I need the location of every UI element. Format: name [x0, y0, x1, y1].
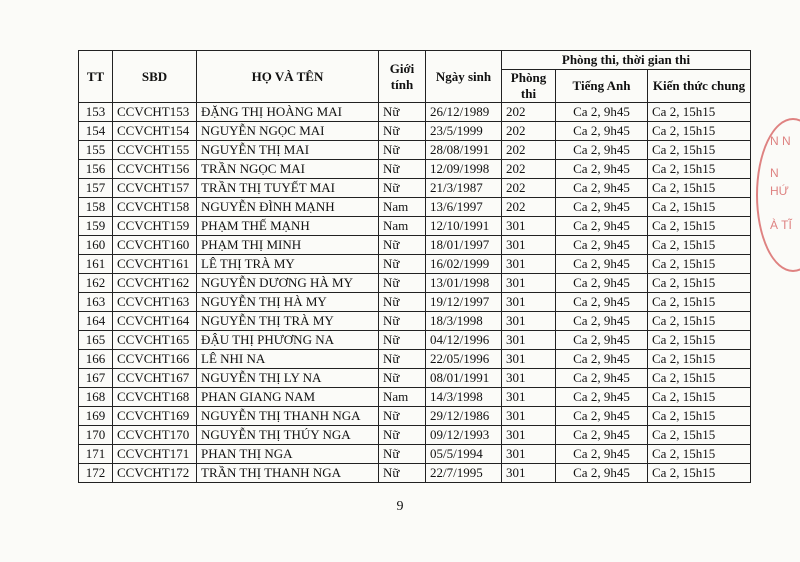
cell-sbd: CCVCHT163 [113, 293, 197, 312]
cell-english-session: Ca 2, 9h45 [556, 160, 648, 179]
cell-sbd: CCVCHT156 [113, 160, 197, 179]
cell-gender: Nữ [379, 331, 426, 350]
cell-english-session: Ca 2, 9h45 [556, 445, 648, 464]
col-header-gioi-tinh: Giới tính [379, 51, 426, 103]
cell-tt: 157 [79, 179, 113, 198]
cell-gender: Nữ [379, 274, 426, 293]
cell-tt: 153 [79, 103, 113, 122]
cell-room: 202 [502, 141, 556, 160]
cell-english-session: Ca 2, 9h45 [556, 331, 648, 350]
cell-dob: 14/3/1998 [426, 388, 502, 407]
cell-english-session: Ca 2, 9h45 [556, 388, 648, 407]
cell-sbd: CCVCHT165 [113, 331, 197, 350]
cell-sbd: CCVCHT169 [113, 407, 197, 426]
cell-room: 301 [502, 217, 556, 236]
cell-room: 301 [502, 426, 556, 445]
cell-dob: 13/01/1998 [426, 274, 502, 293]
cell-tt: 159 [79, 217, 113, 236]
cell-name: ĐẶNG THỊ HOÀNG MAI [197, 103, 379, 122]
cell-dob: 28/08/1991 [426, 141, 502, 160]
cell-room: 301 [502, 274, 556, 293]
cell-room: 301 [502, 369, 556, 388]
cell-tt: 162 [79, 274, 113, 293]
cell-dob: 12/10/1991 [426, 217, 502, 236]
cell-general-session: Ca 2, 15h15 [648, 350, 751, 369]
cell-name: NGUYỄN THỊ HÀ MY [197, 293, 379, 312]
cell-tt: 165 [79, 331, 113, 350]
cell-sbd: CCVCHT159 [113, 217, 197, 236]
stamp-text: HỨ [770, 184, 789, 198]
cell-dob: 19/12/1997 [426, 293, 502, 312]
cell-sbd: CCVCHT162 [113, 274, 197, 293]
cell-english-session: Ca 2, 9h45 [556, 236, 648, 255]
cell-room: 202 [502, 103, 556, 122]
table-row [79, 388, 751, 407]
red-seal-stamp [756, 118, 800, 272]
stamp-text: N [770, 166, 779, 180]
table-row [79, 369, 751, 388]
cell-sbd: CCVCHT167 [113, 369, 197, 388]
cell-sbd: CCVCHT164 [113, 312, 197, 331]
table-row [79, 464, 751, 483]
cell-tt: 169 [79, 407, 113, 426]
col-header-ho-va-ten: HỌ VÀ TÊN [197, 51, 379, 103]
cell-name: LÊ NHI NA [197, 350, 379, 369]
cell-name: PHẠM THẾ MẠNH [197, 217, 379, 236]
table-row [79, 122, 751, 141]
table-header [79, 51, 751, 103]
cell-dob: 08/01/1991 [426, 369, 502, 388]
cell-name: ĐẬU THỊ PHƯƠNG NA [197, 331, 379, 350]
cell-gender: Nữ [379, 160, 426, 179]
cell-gender: Nữ [379, 350, 426, 369]
cell-dob: 18/01/1997 [426, 236, 502, 255]
cell-tt: 166 [79, 350, 113, 369]
cell-gender: Nam [379, 388, 426, 407]
table-row [79, 160, 751, 179]
cell-name: NGUYỄN THỊ TRÀ MY [197, 312, 379, 331]
cell-sbd: CCVCHT160 [113, 236, 197, 255]
cell-name: NGUYỄN DƯƠNG HÀ MY [197, 274, 379, 293]
cell-name: NGUYỄN THỊ LY NA [197, 369, 379, 388]
col-header-sbd: SBD [113, 51, 197, 103]
cell-room: 301 [502, 350, 556, 369]
cell-name: NGUYỄN NGỌC MAI [197, 122, 379, 141]
cell-english-session: Ca 2, 9h45 [556, 255, 648, 274]
cell-tt: 171 [79, 445, 113, 464]
cell-general-session: Ca 2, 15h15 [648, 445, 751, 464]
cell-sbd: CCVCHT171 [113, 445, 197, 464]
table-row [79, 236, 751, 255]
cell-sbd: CCVCHT172 [113, 464, 197, 483]
cell-english-session: Ca 2, 9h45 [556, 141, 648, 160]
cell-room: 202 [502, 122, 556, 141]
cell-english-session: Ca 2, 9h45 [556, 274, 648, 293]
cell-room: 301 [502, 293, 556, 312]
cell-general-session: Ca 2, 15h15 [648, 312, 751, 331]
cell-tt: 167 [79, 369, 113, 388]
cell-dob: 29/12/1986 [426, 407, 502, 426]
cell-general-session: Ca 2, 15h15 [648, 369, 751, 388]
cell-tt: 160 [79, 236, 113, 255]
cell-name: PHAN THỊ NGA [197, 445, 379, 464]
table-row [79, 141, 751, 160]
table-row [79, 274, 751, 293]
cell-gender: Nữ [379, 293, 426, 312]
cell-room: 301 [502, 407, 556, 426]
table-row [79, 312, 751, 331]
cell-tt: 172 [79, 464, 113, 483]
stamp-text: N N [770, 134, 791, 148]
cell-general-session: Ca 2, 15h15 [648, 331, 751, 350]
cell-dob: 18/3/1998 [426, 312, 502, 331]
cell-room: 301 [502, 236, 556, 255]
cell-dob: 22/7/1995 [426, 464, 502, 483]
cell-general-session: Ca 2, 15h15 [648, 141, 751, 160]
cell-name: NGUYỄN THỊ MAI [197, 141, 379, 160]
table-row [79, 445, 751, 464]
cell-dob: 12/09/1998 [426, 160, 502, 179]
cell-sbd: CCVCHT153 [113, 103, 197, 122]
cell-general-session: Ca 2, 15h15 [648, 179, 751, 198]
cell-gender: Nữ [379, 426, 426, 445]
cell-general-session: Ca 2, 15h15 [648, 103, 751, 122]
cell-gender: Nữ [379, 464, 426, 483]
cell-name: NGUYỄN ĐÌNH MẠNH [197, 198, 379, 217]
candidate-table [78, 50, 751, 483]
cell-english-session: Ca 2, 9h45 [556, 350, 648, 369]
cell-general-session: Ca 2, 15h15 [648, 426, 751, 445]
cell-english-session: Ca 2, 9h45 [556, 464, 648, 483]
cell-english-session: Ca 2, 9h45 [556, 122, 648, 141]
cell-tt: 164 [79, 312, 113, 331]
candidate-list-sheet [78, 50, 750, 483]
cell-general-session: Ca 2, 15h15 [648, 198, 751, 217]
table-row [79, 179, 751, 198]
cell-room: 301 [502, 331, 556, 350]
cell-tt: 170 [79, 426, 113, 445]
cell-name: NGUYỄN THỊ THANH NGA [197, 407, 379, 426]
cell-dob: 21/3/1987 [426, 179, 502, 198]
cell-english-session: Ca 2, 9h45 [556, 312, 648, 331]
cell-room: 301 [502, 255, 556, 274]
cell-dob: 16/02/1999 [426, 255, 502, 274]
cell-name: PHAN GIANG NAM [197, 388, 379, 407]
col-header-tieng-anh: Tiếng Anh [556, 70, 648, 103]
table-row [79, 293, 751, 312]
cell-room: 202 [502, 198, 556, 217]
cell-gender: Nữ [379, 312, 426, 331]
table-row [79, 426, 751, 445]
cell-gender: Nữ [379, 141, 426, 160]
cell-name: LÊ THỊ TRÀ MY [197, 255, 379, 274]
cell-room: 301 [502, 464, 556, 483]
col-header-phong-thi-thoi-gian-thi: Phòng thi, thời gian thi [502, 51, 751, 70]
cell-dob: 09/12/1993 [426, 426, 502, 445]
cell-sbd: CCVCHT155 [113, 141, 197, 160]
cell-gender: Nữ [379, 369, 426, 388]
cell-general-session: Ca 2, 15h15 [648, 236, 751, 255]
cell-room: 301 [502, 445, 556, 464]
col-header-ngay-sinh: Ngày sinh [426, 51, 502, 103]
cell-tt: 158 [79, 198, 113, 217]
table-row [79, 350, 751, 369]
cell-general-session: Ca 2, 15h15 [648, 464, 751, 483]
cell-sbd: CCVCHT168 [113, 388, 197, 407]
cell-gender: Nữ [379, 122, 426, 141]
cell-sbd: CCVCHT166 [113, 350, 197, 369]
table-row [79, 255, 751, 274]
cell-dob: 22/05/1996 [426, 350, 502, 369]
cell-english-session: Ca 2, 9h45 [556, 198, 648, 217]
cell-tt: 154 [79, 122, 113, 141]
cell-gender: Nữ [379, 255, 426, 274]
cell-dob: 26/12/1989 [426, 103, 502, 122]
cell-gender: Nữ [379, 445, 426, 464]
cell-dob: 05/5/1994 [426, 445, 502, 464]
cell-sbd: CCVCHT170 [113, 426, 197, 445]
cell-gender: Nam [379, 198, 426, 217]
cell-general-session: Ca 2, 15h15 [648, 274, 751, 293]
cell-tt: 155 [79, 141, 113, 160]
cell-tt: 161 [79, 255, 113, 274]
col-header-phong-thi: Phòng thi [502, 70, 556, 103]
cell-general-session: Ca 2, 15h15 [648, 160, 751, 179]
cell-general-session: Ca 2, 15h15 [648, 217, 751, 236]
table-row [79, 407, 751, 426]
table-row [79, 198, 751, 217]
cell-general-session: Ca 2, 15h15 [648, 255, 751, 274]
page-number: 9 [396, 499, 404, 514]
cell-gender: Nữ [379, 407, 426, 426]
table-row [79, 331, 751, 350]
cell-general-session: Ca 2, 15h15 [648, 122, 751, 141]
cell-room: 301 [502, 312, 556, 331]
cell-dob: 04/12/1996 [426, 331, 502, 350]
col-header-tt: TT [79, 51, 113, 103]
cell-sbd: CCVCHT154 [113, 122, 197, 141]
cell-english-session: Ca 2, 9h45 [556, 369, 648, 388]
cell-english-session: Ca 2, 9h45 [556, 217, 648, 236]
cell-english-session: Ca 2, 9h45 [556, 407, 648, 426]
cell-gender: Nam [379, 217, 426, 236]
cell-english-session: Ca 2, 9h45 [556, 103, 648, 122]
col-header-kien-thuc-chung: Kiến thức chung [648, 70, 751, 103]
cell-name: TRẦN THỊ TUYẾT MAI [197, 179, 379, 198]
cell-general-session: Ca 2, 15h15 [648, 388, 751, 407]
cell-gender: Nữ [379, 103, 426, 122]
table-body [79, 103, 751, 483]
cell-english-session: Ca 2, 9h45 [556, 426, 648, 445]
cell-tt: 163 [79, 293, 113, 312]
table-row [79, 217, 751, 236]
cell-general-session: Ca 2, 15h15 [648, 407, 751, 426]
cell-sbd: CCVCHT161 [113, 255, 197, 274]
cell-english-session: Ca 2, 9h45 [556, 179, 648, 198]
cell-dob: 13/6/1997 [426, 198, 502, 217]
cell-name: PHẠM THỊ MINH [197, 236, 379, 255]
cell-tt: 168 [79, 388, 113, 407]
cell-room: 202 [502, 179, 556, 198]
cell-gender: Nữ [379, 236, 426, 255]
cell-sbd: CCVCHT158 [113, 198, 197, 217]
cell-name: TRẦN THỊ THANH NGA [197, 464, 379, 483]
cell-name: NGUYỄN THỊ THÚY NGA [197, 426, 379, 445]
cell-tt: 156 [79, 160, 113, 179]
cell-name: TRẦN NGỌC MAI [197, 160, 379, 179]
cell-general-session: Ca 2, 15h15 [648, 293, 751, 312]
cell-dob: 23/5/1999 [426, 122, 502, 141]
cell-sbd: CCVCHT157 [113, 179, 197, 198]
cell-room: 301 [502, 388, 556, 407]
cell-gender: Nữ [379, 179, 426, 198]
stamp-text: À TĨ [770, 218, 792, 232]
cell-room: 202 [502, 160, 556, 179]
table-row [79, 103, 751, 122]
cell-english-session: Ca 2, 9h45 [556, 293, 648, 312]
